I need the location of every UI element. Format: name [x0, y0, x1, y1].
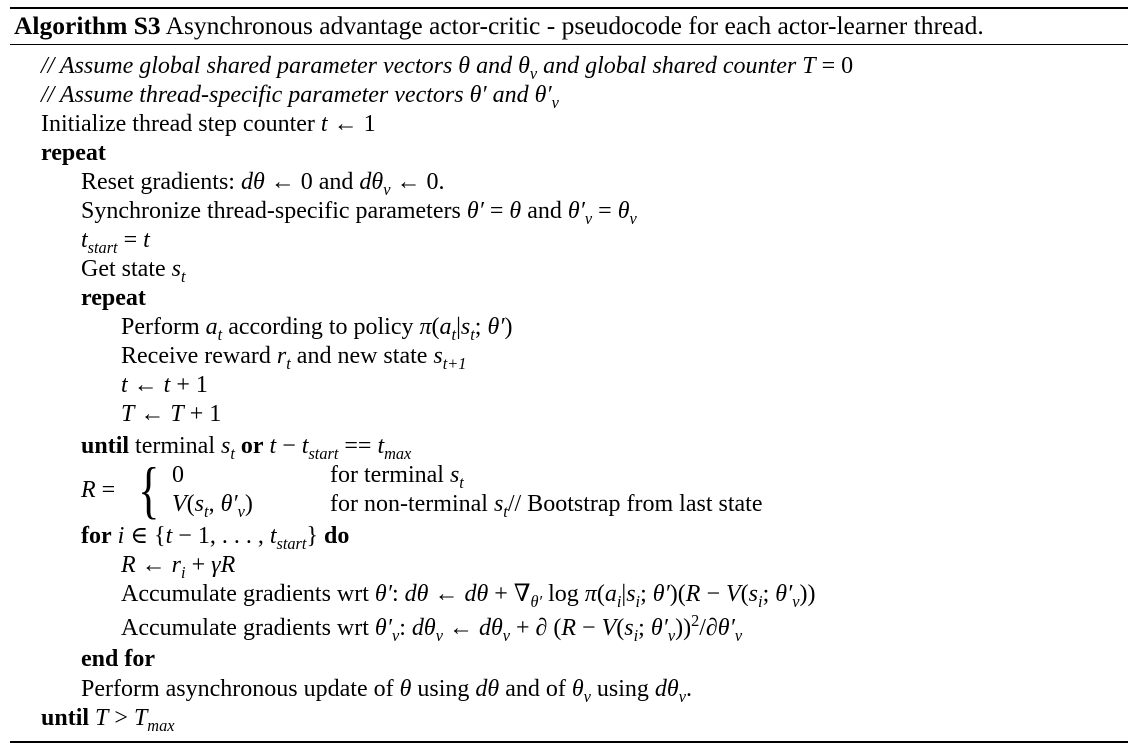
- until-inner-line: until terminal $s_t$ or $t - t_{start} == t_{max}$: [81, 433, 412, 463]
- async-update-line: Perform asynchronous update of θ using dθ and of $\theta_v$ using $d\theta_v$.: [81, 676, 692, 706]
- R-definition-lhs: R =: [81, 477, 116, 503]
- accumulate-policy-gradients-line: Accumulate gradients wrt θ′: dθ ← $d\theta + \nabla_{\theta'}$ $\log \pi(a_i|s_i$; $\theta')(R - V(s_i$; $\theta'_v$)): [121, 581, 816, 611]
- t-increment-line: t ← t + 1: [121, 372, 208, 398]
- bottom-rule: [10, 741, 1128, 743]
- accumulate-value-gradients-line: Accumulate gradients wrt $\theta'_v$: $d\theta_v$ ← $d\theta_v$ + ∂ ($R - V(s_i$; $\theta'_v))^2/\partial\theta'_v$: [121, 611, 743, 645]
- algorithm-label: Algorithm S3: [14, 11, 161, 40]
- for-loop-line: for i ∈ {t − 1, . . . , $t_{start}$} do: [81, 523, 350, 553]
- case-nonterminal-condition: for non-terminal $s_t//$ Bootstrap from last state: [330, 491, 763, 521]
- perform-action-line: Perform $a_t$ according to policy $\pi(a_t|s_t$; θ′): [121, 314, 513, 344]
- case-terminal-value: 0: [172, 462, 184, 488]
- algorithm-caption: [14, 9, 984, 43]
- reset-gradients-line: Reset gradients: dθ ← 0 and $d\theta_v$ ← 0.: [81, 169, 445, 199]
- algorithm-title: Asynchronous advantage actor-critic - pseudocode for each actor-learner thread.: [165, 11, 984, 40]
- init-counter-line: Initialize thread step counter t ← 1: [41, 111, 376, 137]
- sync-params-line: Synchronize thread-specific parameters θ′ = θ and $\theta'_v = \theta_v$: [81, 198, 637, 228]
- case-nonterminal-value: $V(s_t$, $\theta'_v$): [172, 491, 253, 521]
- until-outer-line: until $T > T_{max}$: [41, 705, 175, 735]
- tstart-line: $t_{start} = t$: [81, 227, 150, 257]
- end-for-keyword: end for: [81, 646, 155, 672]
- comment-global-params: // Assume global shared parameter vectors θ and $\theta_v$ and global shared counter T = 0: [41, 53, 854, 83]
- cases-brace: {: [138, 454, 160, 525]
- comment-thread-params: // Assume thread-specific parameter vectors θ′ and $\theta'_v$: [41, 82, 559, 112]
- repeat-outer-keyword: repeat: [41, 140, 106, 166]
- caption-rule: [10, 44, 1128, 45]
- T-increment-line: T ← T + 1: [121, 401, 222, 427]
- R-update-line: R ← $r_i + \gamma R$: [121, 552, 236, 582]
- get-state-line: Get state $s_t$: [81, 256, 186, 286]
- case-terminal-condition: for terminal $s_t$: [330, 462, 464, 492]
- receive-reward-line: Receive reward $r_t$ and new state $s_{t+1}$: [121, 343, 467, 373]
- repeat-inner-keyword: repeat: [81, 285, 146, 311]
